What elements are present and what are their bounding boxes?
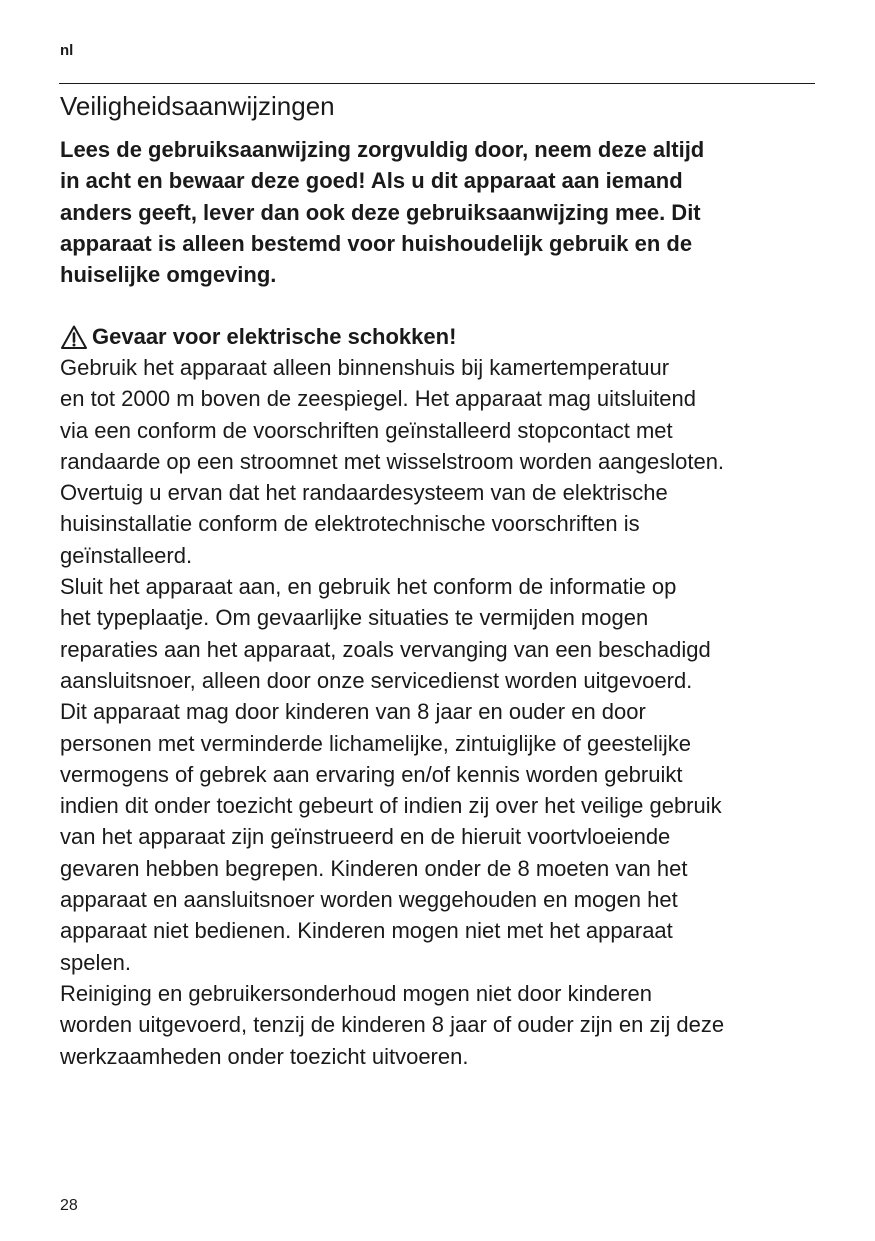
body-line: werkzaamheden onder toezicht uitvoeren. — [60, 1043, 469, 1069]
intro-line: in acht en bewaar deze goed! Als u dit apparaat aan iemand — [60, 168, 683, 194]
body-line: via een conform de voorschriften geïnstalleerd stopcontact met — [60, 417, 673, 443]
body-line: indien dit onder toezicht gebeurt of indien zij over het veilige gebruik — [60, 793, 722, 819]
intro-line: huiselijke omgeving. — [60, 262, 277, 288]
body-line: worden uitgevoerd, tenzij de kinderen 8 jaar of ouder zijn en zij deze — [60, 1012, 725, 1038]
body-line: Sluit het apparaat aan, en gebruik het conform de informatie op — [60, 574, 677, 600]
body-line: reparaties aan het apparaat, zoals vervanging van een beschadigd — [60, 636, 711, 662]
body-line: Dit apparaat mag door kinderen van 8 jaar en ouder en door — [60, 699, 646, 725]
body-text — [60, 352, 850, 1072]
intro-paragraph — [60, 134, 820, 290]
body-line: aansluitsnoer, alleen door onze servicedienst worden uitgevoerd. — [60, 667, 693, 693]
language-code: nl — [60, 42, 74, 59]
body-line: huisinstallatie conform de elektrotechnische voorschriften is — [60, 511, 640, 537]
page-number: 28 — [60, 1197, 78, 1214]
body-line: geïnstalleerd. — [60, 542, 193, 568]
warning-triangle-icon — [60, 324, 88, 350]
body-line: het typeplaatje. Om gevaarlijke situaties te vermijden mogen — [60, 605, 649, 631]
body-line: apparaat en aansluitsnoer worden weggehouden en mogen het — [60, 887, 678, 913]
body-line: randaarde op een stroomnet met wisselstroom worden aangesloten. — [60, 448, 725, 474]
body-line: spelen. — [60, 949, 131, 975]
intro-line: apparaat is alleen bestemd voor huishoudelijk gebruik en de — [60, 230, 693, 256]
body-line: personen met verminderde lichamelijke, zintuiglijke of geestelijke — [60, 730, 691, 756]
body-line: Reiniging en gebruikersonderhoud mogen niet door kinderen — [60, 980, 652, 1006]
body-line: van het apparaat zijn geïnstrueerd en de hieruit voortvloeiende — [60, 824, 671, 850]
body-line: Overtuig u ervan dat het randaardesysteem van de elektrische — [60, 480, 668, 506]
body-line: apparaat niet bedienen. Kinderen mogen niet met het apparaat — [60, 918, 673, 944]
intro-line: anders geeft, lever dan ook deze gebruiksaanwijzing mee. Dit — [60, 199, 701, 225]
warning-heading-text: Gevaar voor elektrische schokken! — [92, 324, 457, 349]
intro-line: Lees de gebruiksaanwijzing zorgvuldig door, neem deze altijd — [60, 137, 705, 162]
warning-heading — [60, 321, 850, 352]
body-line: gevaren hebben begrepen. Kinderen onder de 8 moeten van het — [60, 855, 688, 881]
section-title: Veiligheidsaanwijzingen — [60, 91, 335, 121]
header-divider — [59, 83, 815, 84]
body-line: en tot 2000 m boven de zeespiegel. Het apparaat mag uitsluitend — [60, 386, 696, 412]
body-line: Gebruik het apparaat alleen binnenshuis bij kamertemperatuur — [60, 355, 670, 380]
body-line: vermogens of gebrek aan ervaring en/of kennis worden gebruikt — [60, 761, 683, 787]
